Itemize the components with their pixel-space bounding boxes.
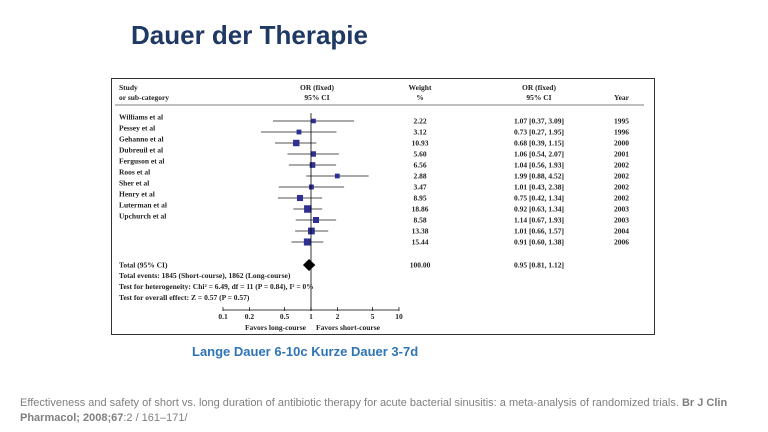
study-year: 2002 bbox=[614, 160, 629, 170]
study-weight: 2.88 bbox=[413, 171, 427, 181]
study-weight: 2.22 bbox=[413, 116, 427, 126]
study-marker bbox=[335, 174, 340, 179]
study-marker bbox=[310, 162, 316, 168]
study-weight: 8.58 bbox=[413, 215, 427, 225]
study-ci-text: 1.07 [0.37, 3.09] bbox=[514, 116, 564, 126]
study-name: Henry et al bbox=[119, 189, 155, 199]
study-weight: 6.56 bbox=[413, 160, 427, 170]
study-weight: 10.93 bbox=[411, 138, 429, 148]
study-ci-text: 1.99 [0.88, 4.52] bbox=[514, 171, 564, 181]
stat-line: Test for heterogeneity: Chi² = 6.49, df = 11 (P = 0.84), I² = 0% bbox=[119, 282, 314, 291]
study-year: 2003 bbox=[614, 215, 629, 225]
duration-caption: Lange Dauer 6-10c Kurze Dauer 3-7d bbox=[192, 344, 419, 359]
citation-pages: :2 / 161–171/ bbox=[123, 412, 188, 424]
study-year: 1996 bbox=[614, 127, 629, 137]
study-year: 2003 bbox=[614, 204, 629, 214]
study-ci-text: 1.01 [0.43, 2.38] bbox=[514, 182, 564, 192]
stat-line: Test for overall effect: Z = 0.57 (P = 0.57) bbox=[119, 293, 250, 302]
total-weight: 100.00 bbox=[409, 260, 431, 270]
study-name: Gehanno et al bbox=[119, 134, 164, 144]
stat-line: Total events: 1845 (Short-course), 1862 (Long-course) bbox=[119, 271, 291, 280]
study-year: 2000 bbox=[614, 138, 629, 148]
study-weight: 3.47 bbox=[413, 182, 427, 192]
study-weight: 3.12 bbox=[413, 127, 427, 137]
study-weight: 8.95 bbox=[413, 193, 427, 203]
study-marker bbox=[313, 217, 319, 223]
forest-plot bbox=[111, 78, 655, 335]
x-tick-label: 5 bbox=[370, 312, 375, 321]
header-study: or sub-category bbox=[119, 93, 170, 102]
study-name: Luterman et al bbox=[119, 200, 167, 210]
x-tick-label: 2 bbox=[335, 312, 340, 321]
study-year: 2002 bbox=[614, 193, 629, 203]
study-name: Pessey et al bbox=[119, 123, 156, 133]
study-ci-text: 0.68 [0.39, 1.15] bbox=[514, 138, 564, 148]
total-diamond bbox=[303, 259, 315, 271]
header-or-text: 95% CI bbox=[526, 93, 552, 102]
total-label: Total (95% CI) bbox=[119, 260, 168, 270]
study-weight: 15.44 bbox=[411, 237, 429, 247]
study-ci-text: 0.75 [0.42, 1.34] bbox=[514, 193, 564, 203]
favors-left-label: Favors long-course bbox=[244, 323, 306, 332]
citation-volume: ;67 bbox=[107, 412, 124, 424]
favors-right-label: Favors short-course bbox=[316, 323, 380, 332]
study-marker bbox=[297, 130, 302, 135]
header-or-text: OR (fixed) bbox=[522, 83, 556, 92]
study-ci-text: 1.14 [0.67, 1.93] bbox=[514, 215, 564, 225]
study-weight: 18.86 bbox=[411, 204, 429, 214]
study-name: Dubreuil et al bbox=[119, 145, 164, 155]
header-or-plot: OR (fixed) bbox=[300, 83, 334, 92]
x-tick-label: 1 bbox=[309, 312, 313, 321]
study-name: Williams et al bbox=[119, 112, 164, 122]
study-marker bbox=[304, 238, 311, 245]
study-name: Sher et al bbox=[119, 178, 150, 188]
citation-journal: Br J Clin Pharmacol; 2008 bbox=[20, 397, 728, 424]
forest-plot-svg bbox=[112, 79, 654, 334]
citation-text: Effectiveness and safety of short vs. long duration of antibiotic therapy for acute bacterial sinusitis: a meta-analysis of randomized trials. bbox=[20, 397, 682, 409]
header-or-plot: 95% CI bbox=[304, 93, 330, 102]
study-name: Ferguson et al bbox=[119, 156, 165, 166]
study-weight: 13.38 bbox=[411, 226, 429, 236]
study-year: 2006 bbox=[614, 237, 629, 247]
study-year: 2004 bbox=[614, 226, 629, 236]
study-ci-text: 0.92 [0.63, 1.34] bbox=[514, 204, 564, 214]
study-ci-text: 1.04 [0.56, 1.93] bbox=[514, 160, 564, 170]
slide-title: Dauer der Therapie bbox=[131, 20, 368, 50]
study-ci-text: 0.73 [0.27, 1.95] bbox=[514, 127, 564, 137]
study-year: 2002 bbox=[614, 182, 629, 192]
study-year: 2002 bbox=[614, 171, 629, 181]
study-marker bbox=[304, 205, 312, 213]
x-tick-label: 0.1 bbox=[218, 312, 228, 321]
study-weight: 5.60 bbox=[413, 149, 427, 159]
header-study: Study bbox=[119, 83, 138, 92]
study-marker bbox=[297, 195, 303, 201]
study-name: Roos et al bbox=[119, 167, 151, 177]
study-year: 1995 bbox=[614, 116, 629, 126]
x-tick-label: 10 bbox=[395, 312, 403, 321]
header-weight: % bbox=[416, 93, 424, 102]
header-weight: Weight bbox=[408, 83, 432, 92]
study-year: 2001 bbox=[614, 149, 629, 159]
study-ci-text: 1.06 [0.54, 2.07] bbox=[514, 149, 564, 159]
study-marker bbox=[311, 119, 316, 124]
header-year: Year bbox=[614, 93, 629, 102]
study-ci-text: 1.01 [0.66, 1.57] bbox=[514, 226, 564, 236]
total-ci-text: 0.95 [0.81, 1.12] bbox=[514, 260, 564, 270]
study-name: Upchurch et al bbox=[119, 211, 167, 221]
x-tick-label: 0.2 bbox=[244, 312, 255, 321]
citation bbox=[20, 396, 755, 426]
study-ci-text: 0.91 [0.60, 1.38] bbox=[514, 237, 564, 247]
study-marker bbox=[293, 140, 299, 146]
x-tick-label: 0.5 bbox=[279, 312, 290, 321]
